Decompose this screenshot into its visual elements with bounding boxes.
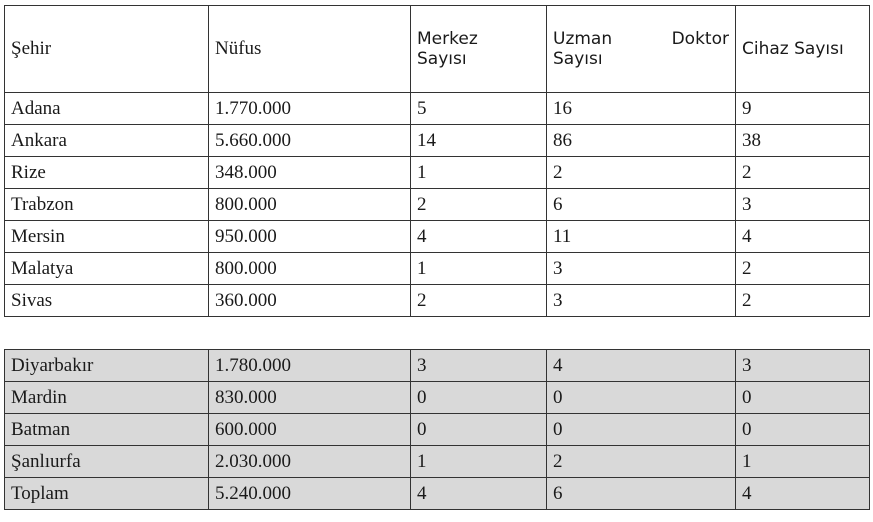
cell-cihaz: 3 — [736, 350, 870, 382]
cell-uzman: 3 — [547, 285, 736, 317]
header-merkez — [411, 6, 547, 93]
table-row — [5, 125, 870, 157]
cell-sehir: Adana — [5, 93, 209, 125]
cell-uzman: 0 — [547, 382, 736, 414]
cell-sehir: Sivas — [5, 285, 209, 317]
table-row — [5, 221, 870, 253]
cell-uzman: 3 — [547, 253, 736, 285]
cell-sehir: Batman — [5, 414, 209, 446]
header-uzman-doktor — [547, 6, 736, 93]
header-row — [5, 6, 870, 93]
cell-nufus: 830.000 — [209, 382, 411, 414]
table-row — [5, 157, 870, 189]
table-row — [5, 93, 870, 125]
cell-sehir: Malatya — [5, 253, 209, 285]
cell-nufus: 800.000 — [209, 189, 411, 221]
cell-cihaz: 9 — [736, 93, 870, 125]
cell-sehir: Mardin — [5, 382, 209, 414]
cell-uzman: 0 — [547, 414, 736, 446]
cell-cihaz: 4 — [736, 478, 870, 510]
table-row — [5, 350, 870, 382]
cell-cihaz: 38 — [736, 125, 870, 157]
cell-merkez: 14 — [411, 125, 547, 157]
cell-merkez: 1 — [411, 157, 547, 189]
cell-uzman: 11 — [547, 221, 736, 253]
table-row — [5, 189, 870, 221]
cell-sehir: Mersin — [5, 221, 209, 253]
cell-nufus: 5.240.000 — [209, 478, 411, 510]
header-merkez-line1: Merkez — [417, 29, 478, 49]
table-row — [5, 253, 870, 285]
header-uzman-word2: Doktor — [671, 29, 729, 49]
cell-nufus: 2.030.000 — [209, 446, 411, 478]
cell-merkez: 4 — [411, 478, 547, 510]
cell-sehir: Şanlıurfa — [5, 446, 209, 478]
cell-merkez: 4 — [411, 221, 547, 253]
table-row — [5, 285, 870, 317]
cell-nufus: 800.000 — [209, 253, 411, 285]
cell-cihaz: 0 — [736, 414, 870, 446]
cell-merkez: 2 — [411, 285, 547, 317]
cell-nufus: 1.770.000 — [209, 93, 411, 125]
header-merkez-line2: Sayısı — [417, 49, 467, 69]
cell-uzman: 4 — [547, 350, 736, 382]
cell-nufus: 1.780.000 — [209, 350, 411, 382]
cell-sehir: Rize — [5, 157, 209, 189]
table-row — [5, 478, 870, 510]
cell-cihaz: 2 — [736, 157, 870, 189]
city-table-top — [4, 5, 870, 317]
cell-merkez: 2 — [411, 189, 547, 221]
cell-nufus: 600.000 — [209, 414, 411, 446]
cell-sehir: Toplam — [5, 478, 209, 510]
cell-nufus: 950.000 — [209, 221, 411, 253]
cell-nufus: 360.000 — [209, 285, 411, 317]
cell-sehir: Ankara — [5, 125, 209, 157]
cell-uzman: 6 — [547, 189, 736, 221]
cell-nufus: 5.660.000 — [209, 125, 411, 157]
cell-cihaz: 1 — [736, 446, 870, 478]
cell-merkez: 0 — [411, 414, 547, 446]
cell-uzman: 6 — [547, 478, 736, 510]
city-table-bottom — [4, 349, 870, 510]
cell-cihaz: 2 — [736, 285, 870, 317]
cell-cihaz: 4 — [736, 221, 870, 253]
header-sehir: Şehir — [5, 6, 209, 93]
cell-cihaz: 2 — [736, 253, 870, 285]
header-cihaz: Cihaz Sayısı — [736, 6, 870, 93]
cell-uzman: 2 — [547, 446, 736, 478]
cell-nufus: 348.000 — [209, 157, 411, 189]
cell-merkez: 0 — [411, 382, 547, 414]
header-nufus: Nüfus — [209, 6, 411, 93]
cell-cihaz: 3 — [736, 189, 870, 221]
table-row — [5, 446, 870, 478]
header-uzman-line1 — [553, 29, 735, 49]
cell-uzman: 86 — [547, 125, 736, 157]
cell-merkez: 1 — [411, 446, 547, 478]
table-row — [5, 382, 870, 414]
cell-uzman: 2 — [547, 157, 736, 189]
cell-uzman: 16 — [547, 93, 736, 125]
header-uzman-word1: Uzman — [553, 29, 613, 49]
cell-merkez: 1 — [411, 253, 547, 285]
cell-merkez: 3 — [411, 350, 547, 382]
table-row — [5, 414, 870, 446]
cell-merkez: 5 — [411, 93, 547, 125]
cell-sehir: Trabzon — [5, 189, 209, 221]
cell-cihaz: 0 — [736, 382, 870, 414]
cell-sehir: Diyarbakır — [5, 350, 209, 382]
header-uzman-line2: Sayısı — [553, 49, 603, 69]
